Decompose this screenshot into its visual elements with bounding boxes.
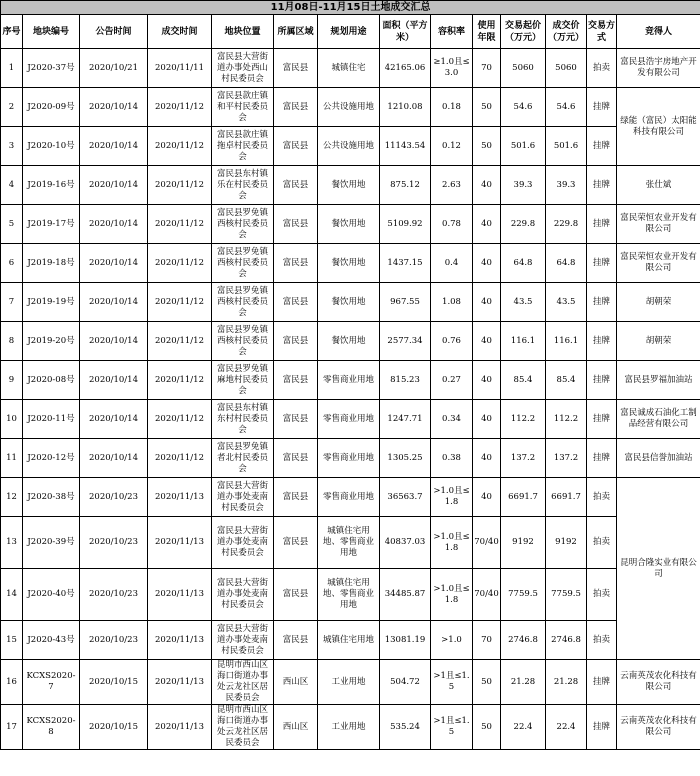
planned-use: 餐饮用地: [318, 166, 380, 205]
start-price: 501.6: [501, 127, 546, 166]
table-row: [1, 569, 700, 621]
trade-mode: 挂牌: [587, 660, 617, 705]
plot-ratio: 0.76: [431, 322, 473, 361]
parcel-code: J2019-17号: [23, 205, 80, 244]
trade-mode: 挂牌: [587, 244, 617, 283]
trade-mode: 拍卖: [587, 49, 617, 88]
deal-date: 2020/11/12: [148, 361, 212, 400]
deal-date: 2020/11/13: [148, 478, 212, 517]
parcel-location: 富民县东村镇乐在村民委员会: [212, 166, 274, 205]
parcel-code: J2020-39号: [23, 517, 80, 569]
parcel-location: 富民县罗免镇西核村民委员会: [212, 244, 274, 283]
notice-date: 2020/10/14: [80, 322, 148, 361]
use-years: 70: [473, 49, 501, 88]
use-years: 70/40: [473, 569, 501, 621]
deal-date: 2020/11/12: [148, 439, 212, 478]
parcel-code: J2019-19号: [23, 283, 80, 322]
plot-ratio: ≥1.0且≤3.0: [431, 49, 473, 88]
trade-mode: 挂牌: [587, 127, 617, 166]
area-sqm: 34485.87: [380, 569, 431, 621]
table-row: [1, 322, 700, 361]
parcel-location: 富民县大营街道办事处麦南村民委员会: [212, 621, 274, 660]
notice-date: 2020/10/14: [80, 166, 148, 205]
table-row: [1, 127, 700, 166]
parcel-location: 富民县东村镇东村村民委员会: [212, 400, 274, 439]
column-header: 公告时间: [80, 15, 148, 49]
deal-price: 85.4: [546, 361, 587, 400]
district: 富民县: [274, 361, 318, 400]
use-years: 70: [473, 621, 501, 660]
start-price: 21.28: [501, 660, 546, 705]
start-price: 43.5: [501, 283, 546, 322]
district: 富民县: [274, 569, 318, 621]
row-number: 15: [1, 621, 23, 660]
trade-mode: 挂牌: [587, 166, 617, 205]
area-sqm: 504.72: [380, 660, 431, 705]
use-years: 40: [473, 166, 501, 205]
plot-ratio: 0.4: [431, 244, 473, 283]
trade-mode: 挂牌: [587, 400, 617, 439]
notice-date: 2020/10/14: [80, 244, 148, 283]
area-sqm: 1437.15: [380, 244, 431, 283]
use-years: 70/40: [473, 517, 501, 569]
planned-use: 城镇住宅用地: [318, 621, 380, 660]
column-header: 面积（平方米）: [380, 15, 431, 49]
deal-price: 6691.7: [546, 478, 587, 517]
deal-price: 7759.5: [546, 569, 587, 621]
notice-date: 2020/10/14: [80, 439, 148, 478]
use-years: 40: [473, 244, 501, 283]
plot-ratio: 0.78: [431, 205, 473, 244]
deal-price: 2746.8: [546, 621, 587, 660]
use-years: 40: [473, 439, 501, 478]
parcel-code: J2019-20号: [23, 322, 80, 361]
district: 富民县: [274, 478, 318, 517]
deal-price: 137.2: [546, 439, 587, 478]
table-row: [1, 361, 700, 400]
trade-mode: 挂牌: [587, 705, 617, 750]
plot-ratio: 0.18: [431, 88, 473, 127]
deal-price: 501.6: [546, 127, 587, 166]
winner: 富民荣恒农业开发有限公司: [617, 205, 700, 244]
trade-mode: 拍卖: [587, 478, 617, 517]
deal-price: 43.5: [546, 283, 587, 322]
deal-date: 2020/11/12: [148, 166, 212, 205]
table-row: [1, 517, 700, 569]
district: 西山区: [274, 705, 318, 750]
notice-date: 2020/10/23: [80, 621, 148, 660]
notice-date: 2020/10/23: [80, 478, 148, 517]
table-row: [1, 49, 700, 88]
area-sqm: 535.24: [380, 705, 431, 750]
trade-mode: 拍卖: [587, 569, 617, 621]
column-header: 使用年限: [473, 15, 501, 49]
deal-date: 2020/11/12: [148, 88, 212, 127]
parcel-code: J2019-18号: [23, 244, 80, 283]
area-sqm: 5109.92: [380, 205, 431, 244]
area-sqm: 42165.06: [380, 49, 431, 88]
parcel-location: 富民县罗免镇者北村民委员会: [212, 439, 274, 478]
area-sqm: 2577.34: [380, 322, 431, 361]
trade-mode: 挂牌: [587, 361, 617, 400]
use-years: 50: [473, 127, 501, 166]
district: 富民县: [274, 621, 318, 660]
deal-date: 2020/11/13: [148, 660, 212, 705]
parcel-location: 富民县大营街道办事处麦南村民委员会: [212, 569, 274, 621]
planned-use: 零售商业用地: [318, 478, 380, 517]
deal-date: 2020/11/12: [148, 400, 212, 439]
row-number: 5: [1, 205, 23, 244]
table-row: [1, 166, 700, 205]
use-years: 40: [473, 361, 501, 400]
start-price: 137.2: [501, 439, 546, 478]
use-years: 40: [473, 283, 501, 322]
planned-use: 餐饮用地: [318, 244, 380, 283]
start-price: 116.1: [501, 322, 546, 361]
planned-use: 零售商业用地: [318, 400, 380, 439]
district: 富民县: [274, 49, 318, 88]
winner: 绿能（富民）太阳能科技有限公司: [617, 88, 700, 166]
table-row: [1, 205, 700, 244]
area-sqm: 1305.25: [380, 439, 431, 478]
row-number: 10: [1, 400, 23, 439]
deal-date: 2020/11/12: [148, 322, 212, 361]
parcel-code: J2020-40号: [23, 569, 80, 621]
start-price: 39.3: [501, 166, 546, 205]
column-header: 地块编号: [23, 15, 80, 49]
winner: 胡朝荣: [617, 283, 700, 322]
plot-ratio: >1.0且≤1.8: [431, 478, 473, 517]
notice-date: 2020/10/14: [80, 88, 148, 127]
deal-price: 21.28: [546, 660, 587, 705]
notice-date: 2020/10/14: [80, 127, 148, 166]
district: 西山区: [274, 660, 318, 705]
deal-price: 116.1: [546, 322, 587, 361]
deal-price: 5060: [546, 49, 587, 88]
row-number: 13: [1, 517, 23, 569]
deal-price: 22.4: [546, 705, 587, 750]
deal-date: 2020/11/13: [148, 621, 212, 660]
planned-use: 零售商业用地: [318, 439, 380, 478]
start-price: 6691.7: [501, 478, 546, 517]
parcel-code: J2020-11号: [23, 400, 80, 439]
district: 富民县: [274, 517, 318, 569]
use-years: 50: [473, 88, 501, 127]
parcel-location: 富民县罗免镇西核村民委员会: [212, 205, 274, 244]
trade-mode: 挂牌: [587, 439, 617, 478]
area-sqm: 875.12: [380, 166, 431, 205]
start-price: 229.8: [501, 205, 546, 244]
notice-date: 2020/10/14: [80, 361, 148, 400]
planned-use: 餐饮用地: [318, 283, 380, 322]
row-number: 4: [1, 166, 23, 205]
notice-date: 2020/10/21: [80, 49, 148, 88]
trade-mode: 挂牌: [587, 322, 617, 361]
winner: 云南英茂农化科技有限公司: [617, 705, 700, 750]
planned-use: 工业用地: [318, 705, 380, 750]
parcel-location: 富民县大营街道办事处西山村民委员会: [212, 49, 274, 88]
row-number: 11: [1, 439, 23, 478]
trade-mode: 拍卖: [587, 517, 617, 569]
plot-ratio: >1且≤1.5: [431, 660, 473, 705]
winner: 富民县罗福加油站: [617, 361, 700, 400]
deal-date: 2020/11/11: [148, 49, 212, 88]
district: 富民县: [274, 322, 318, 361]
start-price: 9192: [501, 517, 546, 569]
start-price: 5060: [501, 49, 546, 88]
plot-ratio: >1.0: [431, 621, 473, 660]
start-price: 2746.8: [501, 621, 546, 660]
deal-price: 54.6: [546, 88, 587, 127]
parcel-location: 富民县大营街道办事处麦南村民委员会: [212, 478, 274, 517]
table-row: [1, 400, 700, 439]
planned-use: 零售商业用地: [318, 361, 380, 400]
parcel-location: 昆明市西山区海口街道办事处云龙社区居民委员会: [212, 660, 274, 705]
area-sqm: 1247.71: [380, 400, 431, 439]
trade-mode: 拍卖: [587, 621, 617, 660]
plot-ratio: >1且≤1.5: [431, 705, 473, 750]
winner: 云南英茂农化科技有限公司: [617, 660, 700, 705]
parcel-code: J2019-16号: [23, 166, 80, 205]
column-header: 容积率: [431, 15, 473, 49]
parcel-code: J2020-37号: [23, 49, 80, 88]
parcel-location: 昆明市西山区海口街道办事处云龙社区居民委员会: [212, 705, 274, 750]
parcel-code: J2020-12号: [23, 439, 80, 478]
plot-ratio: 0.27: [431, 361, 473, 400]
winner: 富民诚成石油化工制品经营有限公司: [617, 400, 700, 439]
parcel-location: 富民县罗免镇麻地村民委员会: [212, 361, 274, 400]
planned-use: 餐饮用地: [318, 205, 380, 244]
planned-use: 公共设施用地: [318, 88, 380, 127]
column-header: 成交时间: [148, 15, 212, 49]
table-row: [1, 439, 700, 478]
area-sqm: 815.23: [380, 361, 431, 400]
deal-price: 229.8: [546, 205, 587, 244]
district: 富民县: [274, 400, 318, 439]
parcel-location: 富民县大营街道办事处麦南村民委员会: [212, 517, 274, 569]
deal-price: 112.2: [546, 400, 587, 439]
area-sqm: 1210.08: [380, 88, 431, 127]
plot-ratio: 0.34: [431, 400, 473, 439]
use-years: 40: [473, 205, 501, 244]
row-number: 6: [1, 244, 23, 283]
winner: 富民县浩宇房地产开发有限公司: [617, 49, 700, 88]
area-sqm: 40837.03: [380, 517, 431, 569]
row-number: 9: [1, 361, 23, 400]
table-row: [1, 660, 700, 705]
winner: 胡朝荣: [617, 322, 700, 361]
plot-ratio: 1.08: [431, 283, 473, 322]
parcel-code: J2020-08号: [23, 361, 80, 400]
planned-use: 城镇住宅用地、零售商业用地: [318, 569, 380, 621]
area-sqm: 967.55: [380, 283, 431, 322]
start-price: 22.4: [501, 705, 546, 750]
notice-date: 2020/10/14: [80, 400, 148, 439]
parcel-location: 富民县罗免镇西核村民委员会: [212, 322, 274, 361]
deal-date: 2020/11/13: [148, 517, 212, 569]
parcel-code: J2020-09号: [23, 88, 80, 127]
column-header: 序号: [1, 15, 23, 49]
deal-date: 2020/11/13: [148, 705, 212, 750]
use-years: 40: [473, 322, 501, 361]
deal-date: 2020/11/12: [148, 283, 212, 322]
parcel-code: J2020-38号: [23, 478, 80, 517]
use-years: 50: [473, 660, 501, 705]
winner: 张仕斌: [617, 166, 700, 205]
column-header: 成交价（万元）: [546, 15, 587, 49]
column-header: 交易起价（万元）: [501, 15, 546, 49]
column-header: 交易方式: [587, 15, 617, 49]
parcel-code: KCXS2020-8: [23, 705, 80, 750]
column-header: 竞得人: [617, 15, 700, 49]
winner: 富民荣恒农业开发有限公司: [617, 244, 700, 283]
row-number: 3: [1, 127, 23, 166]
plot-ratio: 2.63: [431, 166, 473, 205]
district: 富民县: [274, 88, 318, 127]
winner: 昆明合隆实业有限公司: [617, 478, 700, 660]
notice-date: 2020/10/15: [80, 705, 148, 750]
start-price: 64.8: [501, 244, 546, 283]
row-number: 16: [1, 660, 23, 705]
row-number: 1: [1, 49, 23, 88]
column-header: 所属区域: [274, 15, 318, 49]
plot-ratio: >1.0且≤1.8: [431, 517, 473, 569]
table-row: [1, 621, 700, 660]
winner: 富民县信誉加油站: [617, 439, 700, 478]
area-sqm: 13081.19: [380, 621, 431, 660]
notice-date: 2020/10/23: [80, 569, 148, 621]
district: 富民县: [274, 205, 318, 244]
trade-mode: 挂牌: [587, 205, 617, 244]
use-years: 40: [473, 400, 501, 439]
start-price: 54.6: [501, 88, 546, 127]
deal-price: 9192: [546, 517, 587, 569]
use-years: 40: [473, 478, 501, 517]
parcel-location: 富民县款庄镇和平村民委员会: [212, 88, 274, 127]
deal-date: 2020/11/12: [148, 244, 212, 283]
parcel-code: J2020-10号: [23, 127, 80, 166]
district: 富民县: [274, 283, 318, 322]
start-price: 112.2: [501, 400, 546, 439]
start-price: 85.4: [501, 361, 546, 400]
deal-date: 2020/11/13: [148, 569, 212, 621]
planned-use: 餐饮用地: [318, 322, 380, 361]
deal-date: 2020/11/12: [148, 127, 212, 166]
planned-use: 城镇住宅用地、零售商业用地: [318, 517, 380, 569]
parcel-location: 富民县罗免镇西核村民委员会: [212, 283, 274, 322]
row-number: 14: [1, 569, 23, 621]
plot-ratio: 0.12: [431, 127, 473, 166]
trade-mode: 挂牌: [587, 283, 617, 322]
planned-use: 工业用地: [318, 660, 380, 705]
table-row: [1, 88, 700, 127]
planned-use: 公共设施用地: [318, 127, 380, 166]
district: 富民县: [274, 127, 318, 166]
parcel-code: J2020-43号: [23, 621, 80, 660]
trade-mode: 挂牌: [587, 88, 617, 127]
row-number: 8: [1, 322, 23, 361]
row-number: 12: [1, 478, 23, 517]
deal-price: 39.3: [546, 166, 587, 205]
start-price: 7759.5: [501, 569, 546, 621]
deal-price: 64.8: [546, 244, 587, 283]
table-row: [1, 478, 700, 517]
plot-ratio: 0.38: [431, 439, 473, 478]
row-number: 7: [1, 283, 23, 322]
table-row: [1, 244, 700, 283]
district: 富民县: [274, 439, 318, 478]
planned-use: 城镇住宅: [318, 49, 380, 88]
notice-date: 2020/10/14: [80, 205, 148, 244]
table-row: [1, 283, 700, 322]
deal-date: 2020/11/12: [148, 205, 212, 244]
column-header: 地块位置: [212, 15, 274, 49]
column-header: 规划用途: [318, 15, 380, 49]
district: 富民县: [274, 244, 318, 283]
area-sqm: 11143.54: [380, 127, 431, 166]
notice-date: 2020/10/23: [80, 517, 148, 569]
use-years: 50: [473, 705, 501, 750]
row-number: 17: [1, 705, 23, 750]
parcel-location: 富民县款庄镇拖卓村民委员会: [212, 127, 274, 166]
district: 富民县: [274, 166, 318, 205]
notice-date: 2020/10/14: [80, 283, 148, 322]
plot-ratio: >1.0且≤1.8: [431, 569, 473, 621]
row-number: 2: [1, 88, 23, 127]
area-sqm: 36563.7: [380, 478, 431, 517]
table-title: 11月08日-11月15日土地成交汇总: [1, 1, 700, 15]
parcel-code: KCXS2020-7: [23, 660, 80, 705]
notice-date: 2020/10/15: [80, 660, 148, 705]
table-row: [1, 705, 700, 750]
